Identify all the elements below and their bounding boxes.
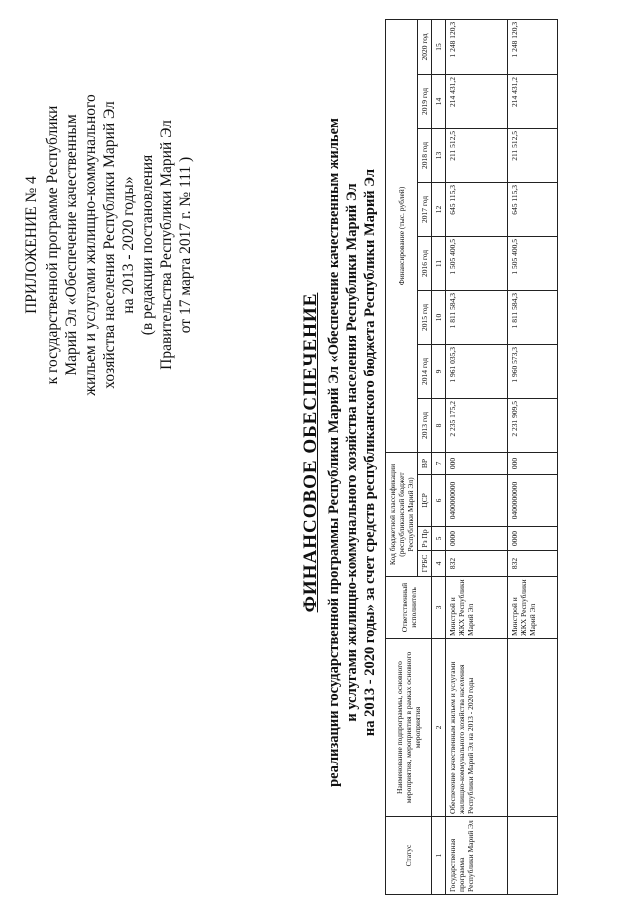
index-cell: 15 xyxy=(432,19,446,74)
financing-table xyxy=(385,19,558,895)
cell-csr: 0400000000 xyxy=(508,475,558,527)
index-row xyxy=(432,19,446,894)
col-fin: Финансирование (тыс. рублей) xyxy=(386,19,418,452)
cell-value: 1 961 035,3 xyxy=(446,344,508,398)
col-exec: Ответственный исполнитель xyxy=(386,577,432,639)
col-year: 2016 год xyxy=(418,236,432,290)
cell-value: 2 235 175,2 xyxy=(446,398,508,452)
col-csr: ЦСР xyxy=(418,475,432,527)
index-cell: 13 xyxy=(432,128,446,182)
col-status: Статус xyxy=(386,817,432,895)
title-main: ФИНАНСОВОЕ ОБЕСПЕЧЕНИЕ xyxy=(300,292,321,613)
cell-vr: 000 xyxy=(446,452,508,474)
cell-value: 1 960 573,3 xyxy=(508,344,558,398)
index-cell: 4 xyxy=(432,551,446,577)
title-line: и услугами жилищно-коммунального хозяйства населения Республики Марий Эл xyxy=(344,183,360,722)
index-cell: 7 xyxy=(432,452,446,474)
index-cell: 10 xyxy=(432,290,446,344)
col-name: Наименование подпрограммы, основного мероприятия, мероприятия в рамках основного мероприятия xyxy=(386,639,432,817)
appendix-line: (в редакции постановления xyxy=(139,154,156,336)
index-cell: 2 xyxy=(432,639,446,817)
appendix-line: на 2013 - 2020 годы» xyxy=(120,176,137,314)
index-cell: 8 xyxy=(432,398,446,452)
appendix-header: ПРИЛОЖЕНИЕ № 4 xyxy=(23,176,40,314)
header-row xyxy=(386,19,418,894)
cell-rzpr: 0000 xyxy=(446,527,508,551)
cell-value: 1 505 400,5 xyxy=(446,236,508,290)
index-cell: 5 xyxy=(432,527,446,551)
index-cell: 14 xyxy=(432,74,446,128)
col-rzpr: Рз Пр xyxy=(418,527,432,551)
cell-value: 1 248 120,3 xyxy=(508,19,558,74)
appendix-block xyxy=(22,65,195,425)
appendix-line: Правительства Республики Марий Эл xyxy=(158,120,175,370)
table-row xyxy=(508,19,558,894)
cell-value: 1 811 584,3 xyxy=(446,290,508,344)
title-line: на 2013 - 2020 годы» за счет средств республиканского бюджета Республики Марий Эл xyxy=(362,168,378,737)
document-title xyxy=(300,20,379,885)
cell-value: 2 231 909,5 xyxy=(508,398,558,452)
table-row xyxy=(446,19,508,894)
index-cell: 3 xyxy=(432,577,446,639)
title-line: реализации государственной программы Республики Марий Эл «Обеспечение качественным жильем xyxy=(326,118,342,787)
cell-status: Государственная программа Республики Марий Эл xyxy=(446,817,508,895)
cell-exec: Минстрой и ЖКХ Республики Марий Эл xyxy=(508,577,558,639)
cell-value: 1 248 120,3 xyxy=(446,19,508,74)
cell-rzpr: 0000 xyxy=(508,527,558,551)
appendix-line: от 17 марта 2017 г. № 111 ) xyxy=(177,156,194,334)
col-year: 2017 год xyxy=(418,182,432,236)
cell-value: 1 811 584,3 xyxy=(508,290,558,344)
cell-value: 211 512,5 xyxy=(446,128,508,182)
col-grbs: ГРБС xyxy=(418,551,432,577)
col-year: 2019 год xyxy=(418,74,432,128)
cell-value: 214 431,2 xyxy=(508,74,558,128)
cell-vr: 000 xyxy=(508,452,558,474)
col-code: Код бюджетной классификации (республиканский бюджет Республики Марий Эл) xyxy=(386,452,418,576)
col-vr: ВР xyxy=(418,452,432,474)
cell-value: 1 505 400,5 xyxy=(508,236,558,290)
index-cell: 12 xyxy=(432,182,446,236)
col-year: 2018 год xyxy=(418,128,432,182)
cell-name xyxy=(508,639,558,817)
col-year: 2013 год xyxy=(418,398,432,452)
index-cell: 1 xyxy=(432,817,446,895)
cell-name: Обеспечение качественным жильем и услугами жилищно-коммунального хозяйства населения Республики Марий Эл на 2013 - 2020 годы xyxy=(446,639,508,817)
appendix-line: хозяйства населения Республики Марий Эл xyxy=(101,101,118,389)
appendix-line: Марий Эл «Обеспечение качественным xyxy=(63,114,80,376)
index-cell: 6 xyxy=(432,475,446,527)
col-year: 2014 год xyxy=(418,344,432,398)
cell-value: 645 115,3 xyxy=(508,182,558,236)
cell-grbs: 832 xyxy=(446,551,508,577)
index-cell: 11 xyxy=(432,236,446,290)
appendix-line: к государственной программе Республики xyxy=(44,105,61,385)
cell-status xyxy=(508,817,558,895)
cell-grbs: 832 xyxy=(508,551,558,577)
cell-csr: 0400000000 xyxy=(446,475,508,527)
col-year: 2020 год xyxy=(418,19,432,74)
col-year: 2015 год xyxy=(418,290,432,344)
cell-value: 214 431,2 xyxy=(446,74,508,128)
cell-value: 211 512,5 xyxy=(508,128,558,182)
cell-exec: Минстрой и ЖКХ Республики Марий Эл xyxy=(446,577,508,639)
cell-value: 645 115,3 xyxy=(446,182,508,236)
index-cell: 9 xyxy=(432,344,446,398)
appendix-line: жильем и услугами жилищно-коммунального xyxy=(82,94,99,396)
